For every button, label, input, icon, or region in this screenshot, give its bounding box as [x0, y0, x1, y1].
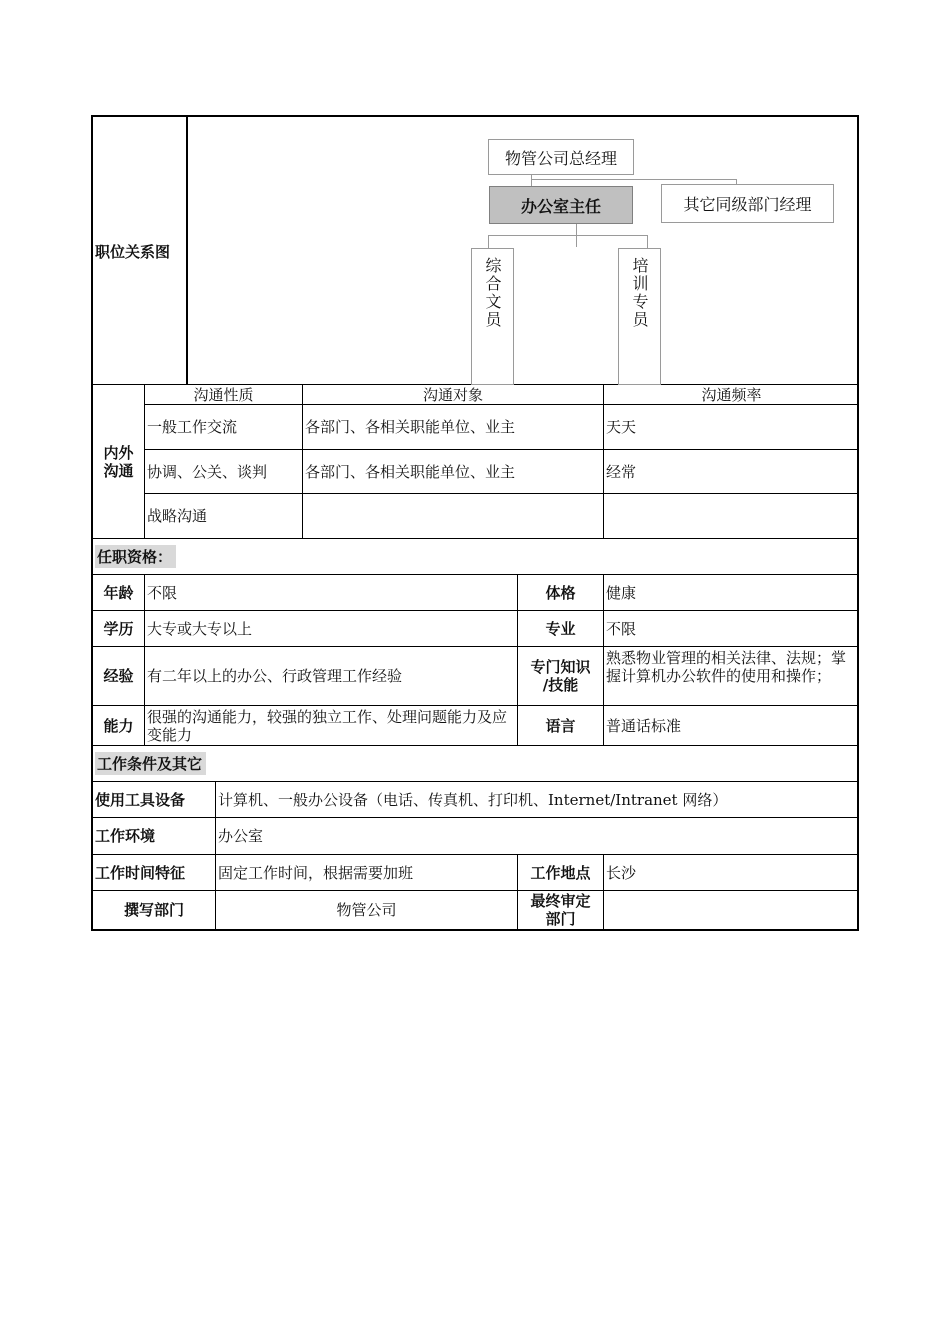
- org-box-peer-managers: 其它同级部门经理: [661, 184, 834, 223]
- qualifications-block: [91, 539, 859, 746]
- major-value: 不限: [604, 611, 857, 647]
- time-label: 工作时间特征: [93, 855, 216, 891]
- comm-row-1-nature: 一般工作交流: [145, 405, 303, 450]
- env-value: 办公室: [216, 818, 857, 855]
- age-label: 年龄: [93, 575, 145, 611]
- communication-block: [91, 385, 859, 539]
- qualifications-title: 任职资格：: [95, 545, 176, 568]
- connector-top-down: [531, 174, 532, 186]
- comm-row-3-target: [303, 494, 604, 539]
- knowledge-value: 熟悉物业管理的相关法律、法规；掌握计算机办公软件的使用和操作；: [604, 647, 857, 706]
- experience-label: 经验: [93, 647, 145, 706]
- org-chart-block: [91, 115, 859, 385]
- connector-sub-left: [488, 235, 489, 249]
- major-label: 专业: [518, 611, 604, 647]
- location-label: 工作地点: [518, 855, 604, 891]
- ability-value: 很强的沟通能力，较强的独立工作、处理问题能力及应变能力: [145, 706, 518, 746]
- location-value: 长沙: [604, 855, 857, 891]
- conditions-block: [91, 746, 859, 930]
- connector-sub-h: [488, 235, 648, 236]
- comm-row-2-frequency: 经常: [604, 450, 859, 494]
- comm-row-1-target: 各部门、各相关职能单位、业主: [303, 405, 604, 450]
- connector-peer-h: [531, 179, 736, 180]
- connector-sub-right: [647, 235, 648, 249]
- comm-row-1-frequency: 天天: [604, 405, 859, 450]
- experience-value: 有二年以上的办公、行政管理工作经验: [145, 647, 518, 706]
- job-description-sheet: [91, 115, 859, 931]
- org-chart-row-label: 职位关系图: [93, 117, 187, 385]
- org-box-clerk: 综合文员: [471, 248, 514, 385]
- header-comm-nature: 沟通性质: [145, 385, 303, 405]
- env-label: 工作环境: [93, 818, 216, 855]
- header-comm-target: 沟通对象: [303, 385, 604, 405]
- org-box-training-specialist: 培训专员: [618, 248, 661, 385]
- ability-label: 能力: [93, 706, 145, 746]
- communication-row-label: 内外 沟通: [93, 385, 145, 539]
- physique-value: 健康: [604, 575, 857, 611]
- comm-row-3-frequency: [604, 494, 859, 539]
- comm-row-2-nature: 协调、公关、谈判: [145, 450, 303, 494]
- education-label: 学历: [93, 611, 145, 647]
- comm-row-3-nature: 战略沟通: [145, 494, 303, 539]
- knowledge-label: 专门知识 /技能: [518, 647, 604, 706]
- comm-row-2-target: 各部门、各相关职能单位、业主: [303, 450, 604, 494]
- tools-label: 使用工具设备: [93, 782, 216, 818]
- approver-value: [604, 891, 857, 929]
- language-value: 普通话标准: [604, 706, 857, 746]
- education-value: 大专或大专以上: [145, 611, 518, 647]
- author-value: 物管公司: [216, 891, 518, 929]
- physique-label: 体格: [518, 575, 604, 611]
- header-comm-frequency: 沟通频率: [604, 385, 859, 405]
- tools-value: 计算机、一般办公设备（电话、传真机、打印机、Internet/Intranet 网络）: [216, 782, 857, 818]
- author-label: 撰写部门: [93, 891, 216, 929]
- time-value: 固定工作时间，根据需要加班: [216, 855, 518, 891]
- qualifications-title-bar: [93, 539, 857, 575]
- conditions-title-bar: [93, 746, 857, 782]
- language-label: 语言: [518, 706, 604, 746]
- org-box-office-director: 办公室主任: [489, 186, 633, 224]
- approver-label: 最终审定 部门: [518, 891, 604, 929]
- conditions-title: 工作条件及其它: [95, 752, 206, 775]
- age-value: 不限: [145, 575, 518, 611]
- org-box-general-manager: 物管公司总经理: [488, 139, 634, 175]
